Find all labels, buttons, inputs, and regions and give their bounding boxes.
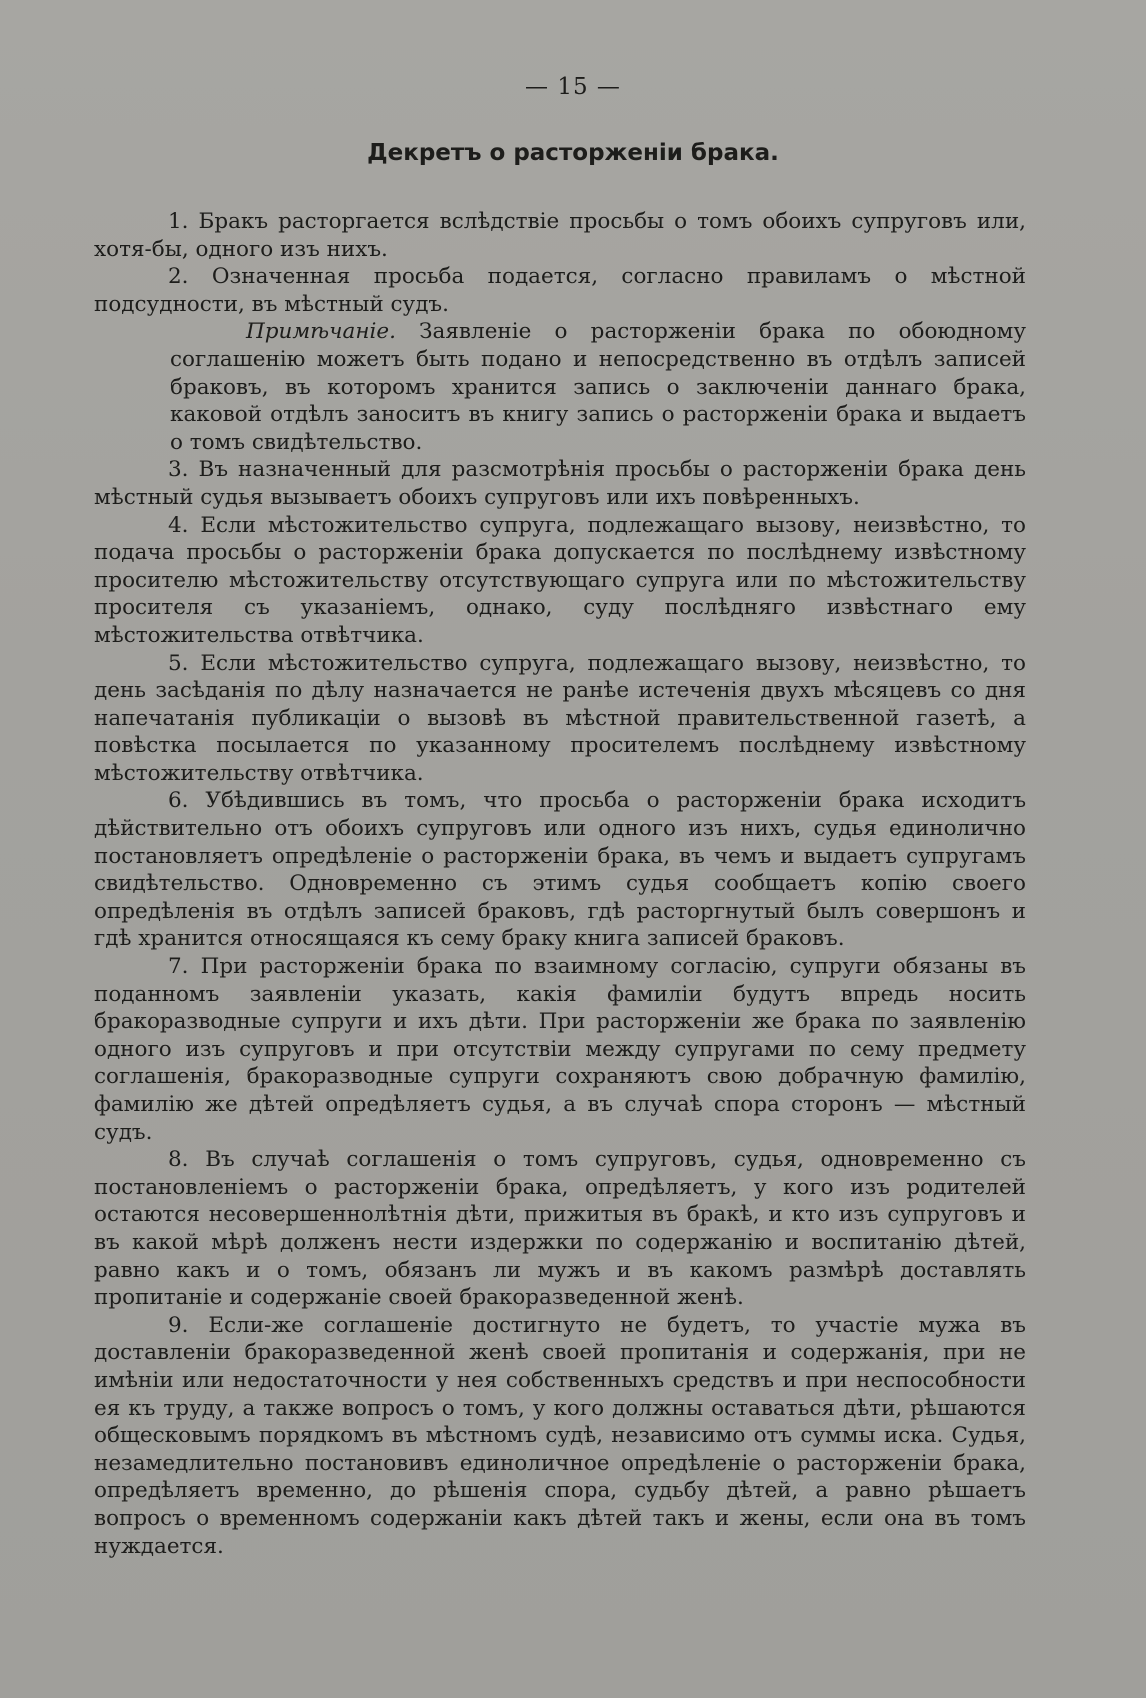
article-5: 5. Если мѣстожительство супруга, подлежащаго вызову, неизвѣстно, то день засѣданія по дѣлу назначается не ранѣе истеченія двухъ мѣсяцевъ со дня напечатанія публикаціи о вызовѣ въ мѣстной правительственной газетѣ, а повѣстка посылается по указанному просителемъ послѣднему извѣстному мѣстожительству отвѣтчика. <box>94 650 1026 786</box>
note-text: Заявленіе о расторженіи брака по обоюдному соглашенію можетъ быть подано и непосредственно въ отдѣлъ записей браковъ, въ которомъ хранится запись о заключеніи даннаго брака, каковой отдѣлъ заноситъ въ книгу запись о расторженіи брака и выдаетъ о томъ свидѣтельство. <box>170 319 1026 455</box>
note-label: Примѣчаніе. <box>246 319 396 345</box>
page-number: — 15 — <box>525 74 621 100</box>
article-6: 6. Убѣдившись въ томъ, что просьба о расторженіи брака исходитъ дѣйствительно отъ обоихъ супруговъ или одного изъ нихъ, судья единолично постановляетъ опредѣленіе о расторженіи брака, въ чемъ и выдаетъ супругамъ свидѣтельство. Одновременно съ этимъ судья сообщаетъ копію своего опредѣленія въ отдѣлъ записей браковъ, гдѣ расторгнутый былъ совершонъ и гдѣ хранится относящаяся къ сему браку книга записей браковъ. <box>94 788 1026 952</box>
article-2: 2. Означенная просьба подается, согласно правиламъ о мѣстной подсудности, въ мѣстный судъ. <box>94 264 1026 317</box>
article-9: 9. Если-же соглашеніе достигнуто не будетъ, то участіе мужа въ доставленіи бракоразведенной женѣ своей пропитанія и содержанія, при не имѣніи или недостаточности у нея собственныхъ средствъ и при неспособности ея къ труду, а также вопросъ о томъ, у кого должны оставаться дѣти, рѣшаются общесковымъ порядкомъ въ мѣстномъ судѣ, независимо отъ суммы иска. Судья, незамедлительно постановивъ единоличное опредѣленіе о расторженіи брака, опредѣляетъ временно, до рѣшенія спора, судьбу дѣтей, а равно рѣшаетъ вопросъ о временномъ содержаніи какъ дѣтей такъ и жены, если она въ томъ нуждается. <box>94 1312 1026 1559</box>
note-paragraph <box>170 318 1026 456</box>
article-7: 7. При расторженіи брака по взаимному согласію, супруги обязаны въ поданномъ заявленіи указать, какія фамиліи будутъ впредь носить бракоразводные супруги и ихъ дѣти. При расторженіи же брака по заявленію одного изъ супруговъ и при отсутствіи между супругами по сему предмету соглашенія, бракоразводные супруги сохраняютъ свою добрачную фамилію, фамилію же дѣтей опредѣляетъ судья, а въ случаѣ спора сторонъ — мѣстный судъ. <box>94 954 1026 1145</box>
article-1: 1. Бракъ расторгается вслѣдствіе просьбы о томъ обоихъ супруговъ или, хотя-бы, одного изъ нихъ. <box>94 209 1026 262</box>
decree-body <box>94 208 1026 1560</box>
article-8: 8. Въ случаѣ соглашенія о томъ супруговъ, судья, одновременно съ постановленіемъ о расторженіи брака, опредѣляетъ, у кого изъ родителей остаются несовершеннолѣтнія дѣти, прижитыя въ бракѣ, и кто изъ супруговъ и въ какой мѣрѣ долженъ нести издержки по содержанію и воспитанію дѣтей, равно какъ и о томъ, обязанъ ли мужъ и въ какомъ размѣрѣ доставлять пропитаніе и содержаніе своей бракоразведенной женѣ. <box>94 1147 1026 1311</box>
article-3: 3. Въ назначенный для разсмотрѣнія просьбы о расторженіи брака день мѣстный судья вызываетъ обоихъ супруговъ или ихъ повѣренныхъ. <box>94 457 1026 510</box>
decree-title: Декретъ о расторженіи брака. <box>367 140 779 166</box>
article-4: 4. Если мѣстожительство супруга, подлежащаго вызову, неизвѣстно, то подача просьбы о расторженіи брака допускается по послѣднему извѣстному просителю мѣстожительству отсутствующаго супруга или по мѣстожительству просителя съ указаніемъ, однако, суду послѣдняго извѣстнаго ему мѣстожительства отвѣтчика. <box>94 512 1026 648</box>
